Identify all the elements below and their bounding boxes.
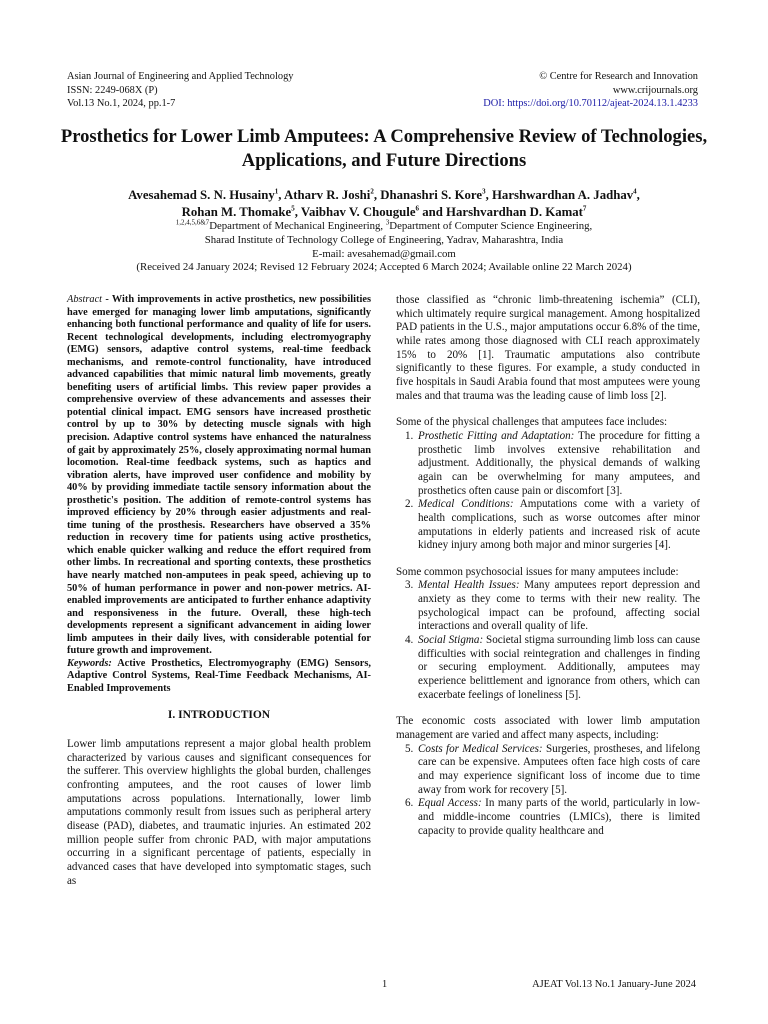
item-text: Surgeries, prostheses, and lifelong care can be expensive. Amputees often face high costs of care and may experience significant loss of income due to time away from work for recovery [5]. (418, 742, 700, 796)
author-3-sup: 3 (482, 187, 486, 196)
item-number: 1. (405, 429, 414, 442)
email[interactable]: E-mail: avesahemad@gmail.com (312, 247, 456, 260)
item-number: 5. (405, 742, 414, 755)
author-and: and (419, 204, 447, 219)
list-item (405, 579, 700, 634)
item-number: 4. (405, 634, 414, 647)
doi-line (483, 97, 698, 111)
abstract-label: Abstract (67, 294, 103, 305)
affiliation-block (60, 220, 708, 275)
economic-list (396, 743, 700, 839)
author-5: Rohan M. Thomake (181, 204, 292, 219)
keywords-label: Keywords: (67, 657, 112, 669)
item-text: The procedure for fitting a prosthetic limb involves extensive rehabilitation and adjustment. Additionally, the physical demands of walking again can be overwhelming for many amputees, and prosthetics often cause pain or discomfort [3]. (418, 429, 700, 497)
item-title: Costs for Medical Services: (418, 742, 543, 755)
intro-paragraph-1: Lower limb amputations represent a major global health problem characterized by various causes and significant consequences for the sufferer. This overview highlights the global burden, challenges confronting amputees, and the root causes of lower limb amputations across populations. Internationally, lower limb amputations commonly result from issues such as peripheral artery disease (PAD), diabetes, and traumatic injuries. An estimated 202 million people suffer from chronic PAD, with major amputations occurring in a significant percentage of patients, especially in advanced cases that have developed into symptomatic stages, such as (67, 738, 371, 887)
item-title: Social Stigma: (418, 634, 484, 647)
item-title: Prosthetic Fitting and Adaptation: (418, 429, 575, 442)
volume-info: Vol.13 No.1, 2024, pp.1-7 (67, 98, 176, 110)
author-2: Atharv R. Joshi (283, 188, 371, 202)
author-6: Vaibhav V. Chougule (300, 204, 416, 219)
economic-intro: The economic costs associated with lower limb amputation management are varied and affect many aspects, including: (396, 715, 700, 742)
publisher-header (483, 70, 698, 111)
doi-link[interactable]: https://doi.org/10.70112/ajeat-2024.13.1.4233 (507, 98, 698, 110)
author-list: Avesahemad S. N. Husainy$^1$, Atharv R. Joshi$^2$, Dhanashri S. Kore$^3$, Harshwardhan A. Jadhav$^4$, Rohan M. Thomake$^5$, Vaibhav V. Chougule$^6$ and Harshvardhan D. Kamat$^7$ (128, 187, 640, 219)
paper-title: Prosthetics for Lower Limb Amputees: A Comprehensive Review of Technologies, Applications, and Future Directions (60, 126, 708, 171)
author-sep: , (294, 204, 301, 219)
author-6-sup: 6 (415, 204, 420, 213)
author-7: Harshvardhan D. Kamat (446, 204, 583, 219)
item-number: 2. (405, 498, 414, 511)
psychosocial-intro: Some common psychosocial issues for many amputees include: (396, 565, 679, 578)
publisher: © Centre for Research and Innovation (539, 71, 698, 82)
abstract (67, 294, 371, 658)
item-number: 3. (405, 579, 414, 592)
list-item (405, 429, 700, 498)
author-1: Avesahemad S. N. Husainy (128, 188, 275, 202)
author-4: Harshwardhan A. Jadhav (491, 188, 634, 202)
list-item (405, 797, 700, 838)
list-item (405, 498, 700, 553)
footer-journal: AJEAT Vol.13 No.1 January-June 2024 (532, 979, 696, 990)
abstract-text: - With improvements in active prosthetics, new possibilities have emerged for managing lower limb amputations, significantly enhancing both functional performance and quality of life for users. Recent technological developments, including electromyography (EMG) sensors, adaptive control systems, real-time feedback mechanisms, and remote-control functionality, have introduced advanced capabilities that mimic natural limb movements, greatly benefiting users of artificial limbs. This review paper provides a comprehensive overview of these advancements and assesses their potential clinical impact. EMG sensors have increased prosthetic control by up to 30% by detecting muscle signals with high precision. Adaptive control systems have enhanced the naturalness of gait by approximately 25%, closely approximating normal human locomotion. Real-time feedback systems, such as haptics and vibration alerts, have improved user confidence and mobility by 40% by providing immediate tactile sensory information about the prosthetic's position. The addition of remote-control systems has improved efficiency by 20% through easier adjustments and real-time tuning of the prosthesis. Researchers have observed a 35% reduction in recovery time for patients using active prosthetics, which enable quicker walking and reduce the effort required from other limbs. In recreational and sporting contexts, these prosthetics have nearly matched non-amputees in peak speed, achieving up to 50% of human performance in power and non-power metrics. AI-enabled improvements are anticipated to further enhance adaptivity and responsiveness in the future. Overall, these high-tech developments represent a significant advancement in aiding lower limb amputees in their daily lives, with considerable potential for future growth and improvement. (67, 294, 371, 657)
page-number: 1 (382, 979, 388, 990)
item-title: Mental Health Issues: (418, 579, 520, 592)
section-heading-introduction: I. INTRODUCTION (167, 708, 271, 721)
affil-dept-2: Department of Computer Science Engineering, (389, 220, 593, 232)
item-text: In many parts of the world, particularly in low- and middle-income countries (LMICs), there is limited capacity to provide quality healthcare and (418, 797, 700, 837)
item-text: Societal stigma surrounding limb loss can cause difficulties with social reintegration and challenges in finding or securing employment. Additionally, amputees may experience belittlement and ignorance from others, which can exacerbate feelings of loneliness [5]. (418, 634, 700, 701)
item-text: Many amputees report depression and anxiety as they come to terms with their new reality. The psychological impact can be profound, affecting social interactions and overall quality of life. (418, 579, 700, 633)
psychosocial-list (396, 579, 700, 702)
author-sep: , (278, 188, 284, 202)
item-title: Equal Access: (418, 797, 482, 810)
affil-sup-1: 1,2,4,5,6&7 (175, 218, 210, 227)
website-link[interactable]: www.crijournals.org (612, 84, 698, 96)
physical-challenges-intro: Some of the physical challenges that amputees face includes: (396, 416, 668, 429)
author-2-sup: 2 (370, 187, 374, 196)
author-1-sup: 1 (274, 187, 279, 196)
keywords-text: Active Prosthetics, Electromyography (EMG) Sensors, Adaptive Control Systems, Real-Time Feedback Mechanisms, AI-Enabled Improvements (67, 657, 371, 694)
author-sep: , (485, 188, 492, 202)
item-text: Amputations come with a variety of health complications, such as worse outcomes after minor amputations in elderly patients and increased risk of acute kidney injury among both major and minor surgeries [4]. (418, 498, 700, 552)
affil-dept-1: Department of Mechanical Engineering, (209, 220, 386, 232)
author-sep: , (373, 188, 381, 202)
list-item (405, 634, 700, 702)
item-title: Medical Conditions: (418, 498, 514, 511)
departments (60, 220, 708, 234)
author-5-sup: 5 (291, 204, 295, 213)
author-7-sup: 7 (582, 204, 587, 213)
author-3: Dhanashri S. Kore (380, 188, 483, 202)
left-column (67, 294, 371, 888)
dates: (Received 24 January 2024; Revised 12 February 2024; Accepted 6 March 2024; Available online 22 March 2024) (136, 261, 632, 274)
affil-sup-2: 3 (385, 218, 390, 227)
right-column (396, 294, 700, 838)
intro-paragraph-2: those classified as “chronic limb-threatening ischemia” (CLI), which ultimately require surgical management. Among hospitalized PAD patients in the U.S., major amputations occur 6.8% of the time, while rates among those diagnosed with CLI reach approximately 15% to 20% [1]. Traumatic amputations also contribute significantly to these figures. For example, a study conducted in five hospitals in Saudi Arabia found that most amputees were young males and that trauma was the leading cause of limb loss [2]. (396, 294, 701, 402)
journal-header (67, 70, 293, 111)
doi-label: DOI: (483, 98, 505, 110)
keywords (67, 658, 371, 696)
author-4-sup: 4 (633, 187, 637, 196)
institution: Sharad Institute of Technology College of Engineering, Yadrav, Maharashtra, India (204, 233, 564, 246)
journal-name: Asian Journal of Engineering and Applied Technology (67, 71, 294, 82)
physical-challenges-list (396, 430, 700, 553)
list-item (405, 742, 700, 798)
item-number: 6. (405, 797, 414, 810)
issn: ISSN: 2249-068X (P) (67, 84, 158, 96)
